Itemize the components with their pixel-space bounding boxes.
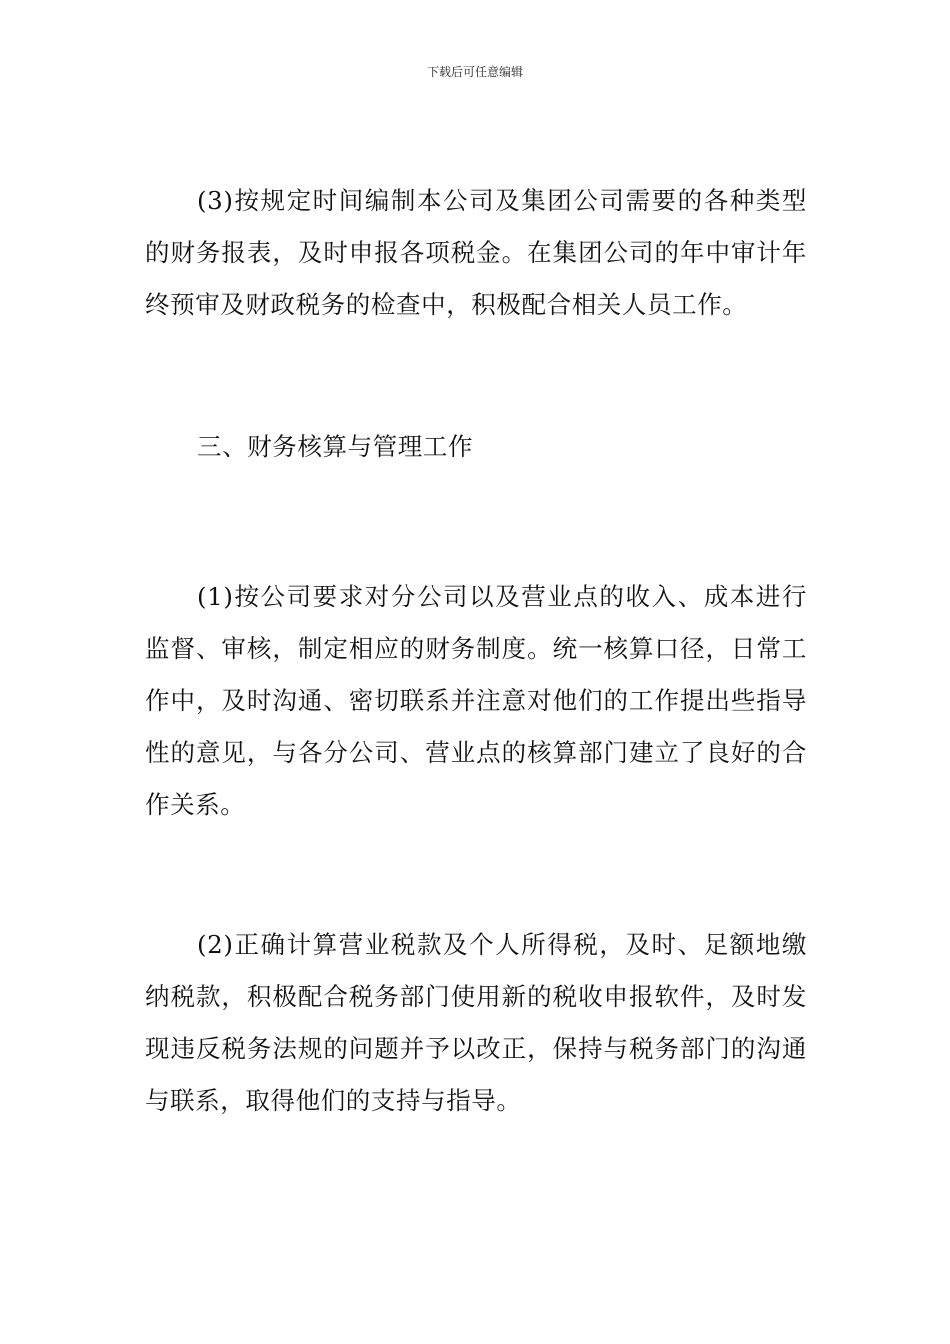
- paragraph-2: (2)正确计算营业税款及个人所得税，及时、足额地缴纳税款，积极配合税务部门使用新的税收申报软件，及时发现违反税务法规的问题并予以改正，保持与税务部门的沟通与联系，取得他们的支持与指导。: [145, 930, 807, 1115]
- paragraph-3: (3)按规定时间编制本公司及集团公司需要的各种类型的财务报表，及时申报各项税金。在集团公司的年中审计年终预审及财政税务的检查中，积极配合相关人员工作。: [145, 186, 807, 319]
- section-heading: 三、财务核算与管理工作: [197, 432, 474, 461]
- page-header: 下载后可任意编辑: [426, 65, 523, 79]
- paragraph-1: (1)按公司要求对分公司以及营业点的收入、成本进行监督、审核，制定相应的财务制度。统一核算口径，日常工作中，及时沟通、密切联系并注意对他们的工作提出些指导性的意见，与各分公司、营业点的核算部门建立了良好的合作关系。: [145, 582, 807, 819]
